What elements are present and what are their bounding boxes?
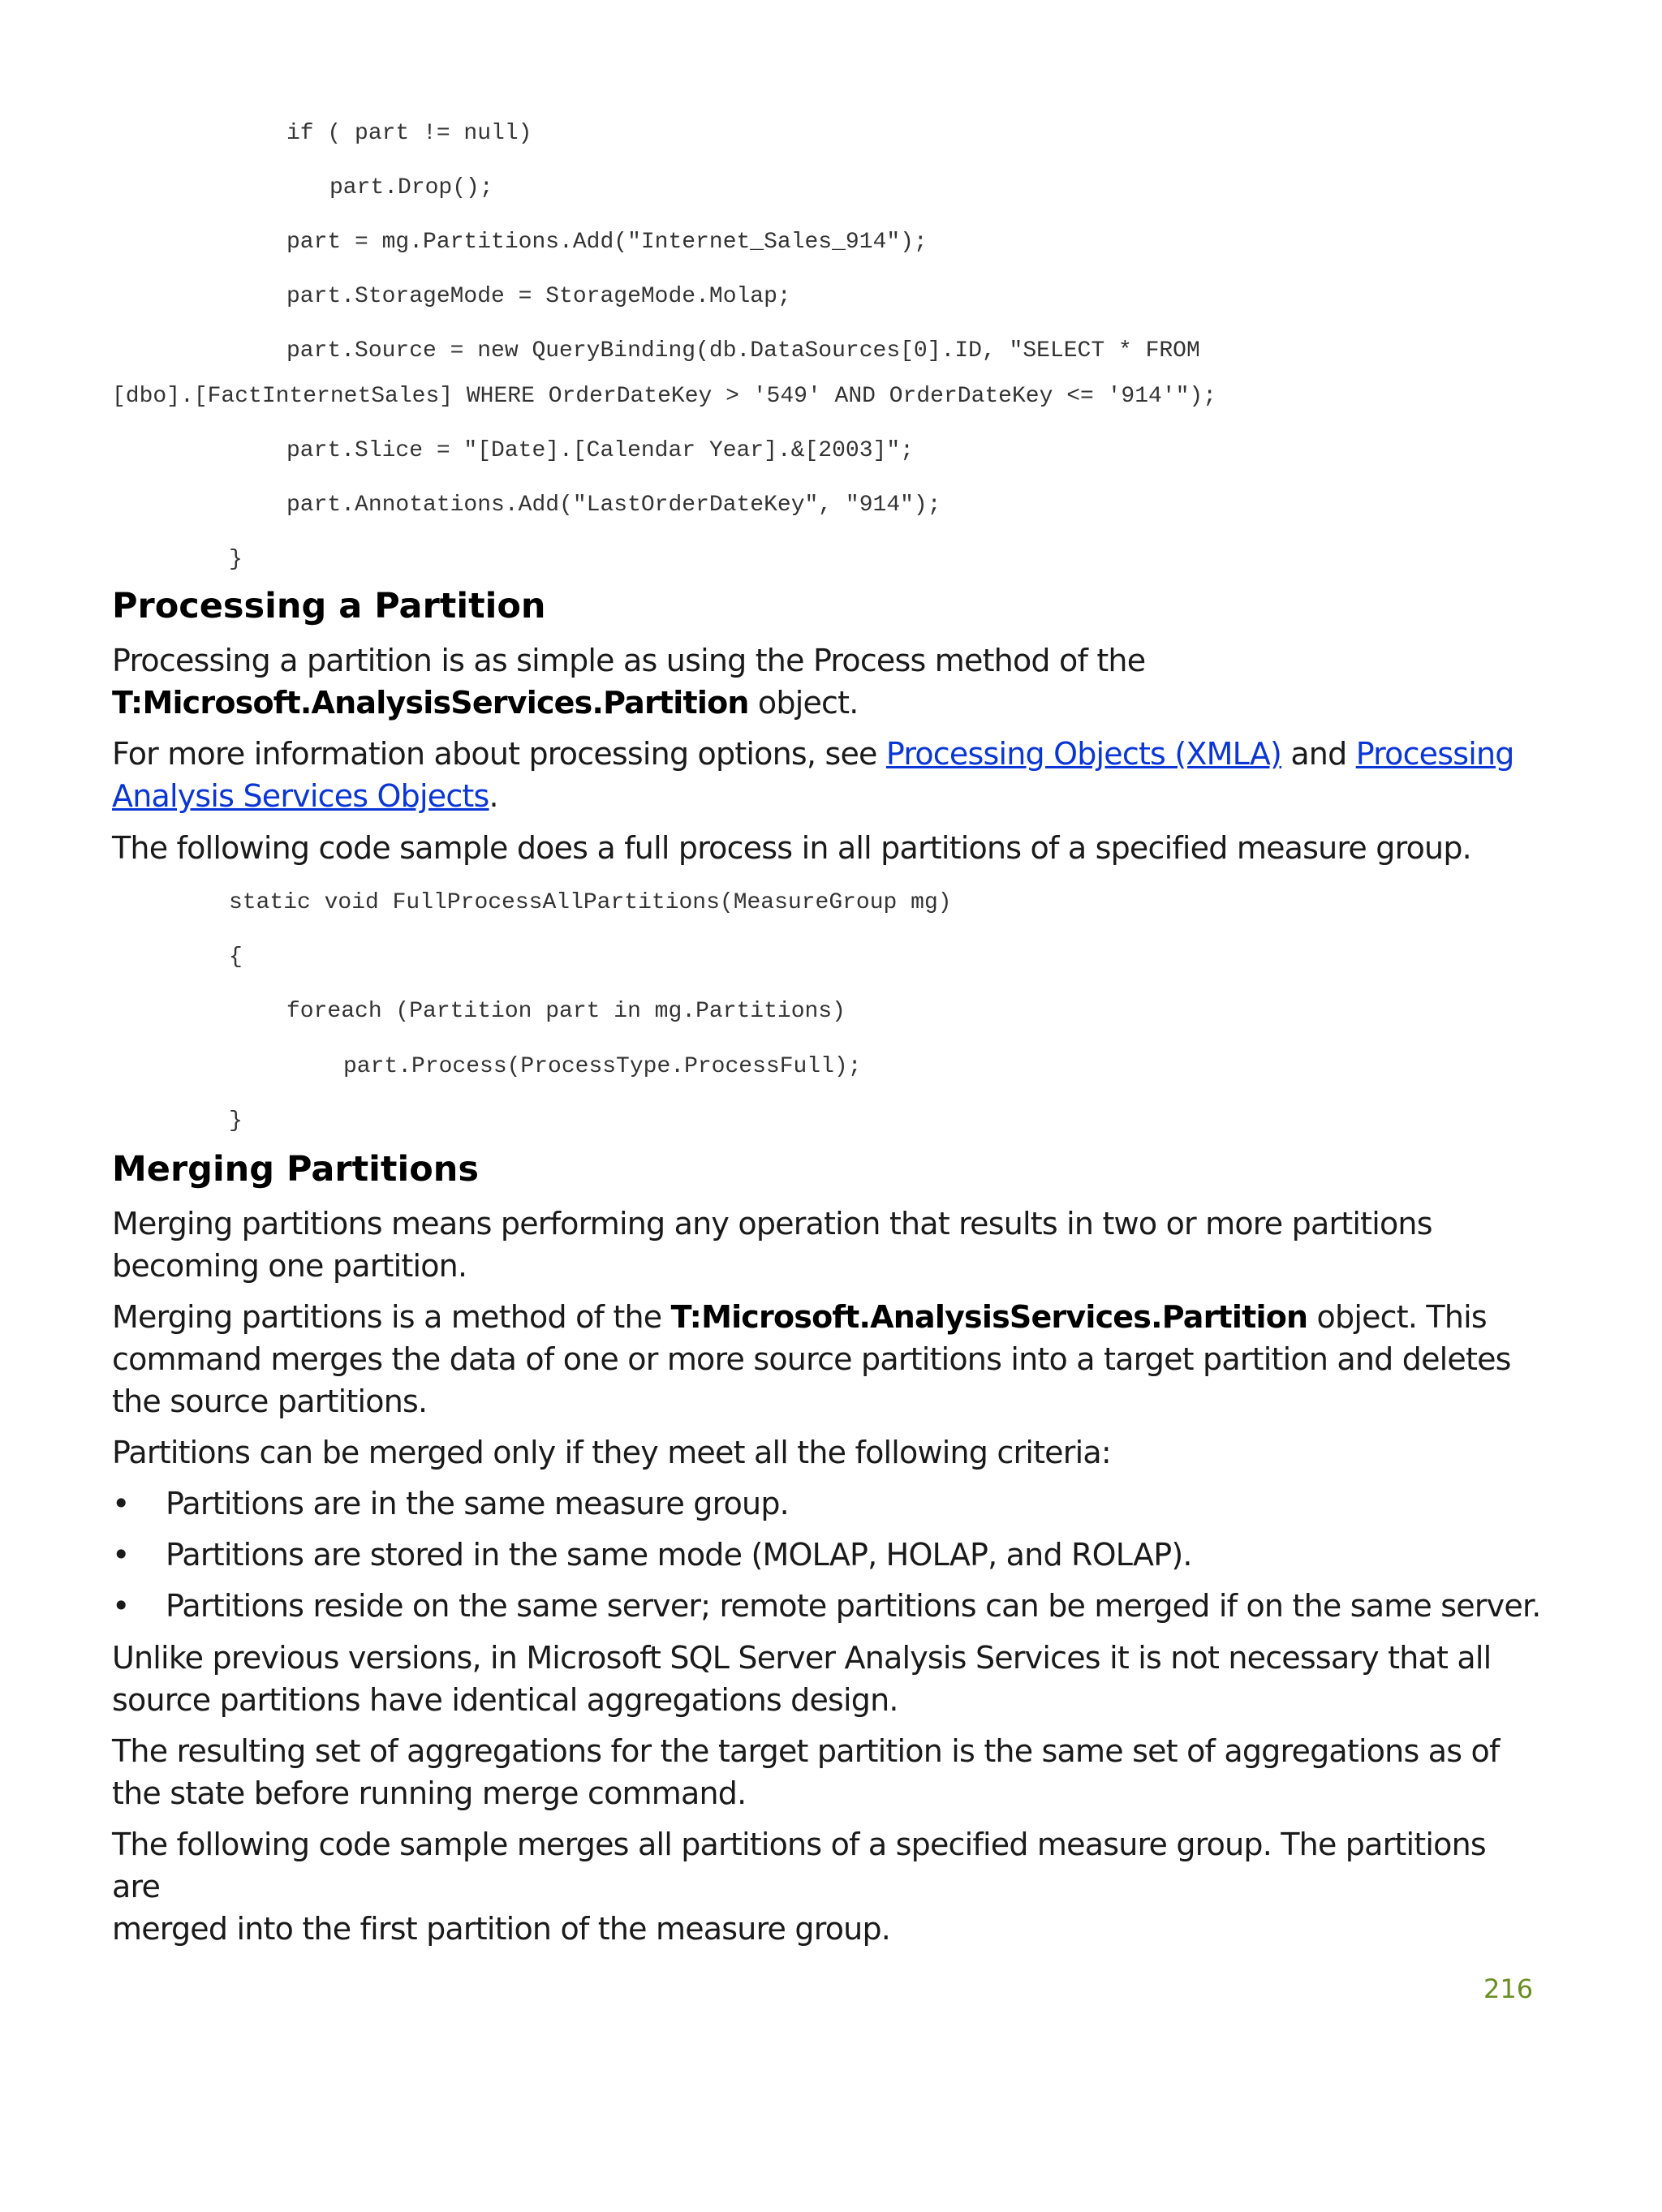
list-item-text: Partitions are in the same measure group. <box>166 1486 789 1521</box>
code-line: part.Slice = "[Date].[Calendar Year].&[2003]"; <box>286 438 914 463</box>
paragraph-text: the state before running merge command. <box>112 1775 747 1811</box>
paragraph <box>112 1296 1540 1422</box>
code-line: } <box>229 547 243 572</box>
paragraph-text: merged into the first partition of the measure group. <box>112 1911 891 1947</box>
code-line: foreach (Partition part in mg.Partitions) <box>286 999 846 1024</box>
link-processing-objects-xmla[interactable]: Processing Objects (XMLA) <box>885 736 1282 772</box>
paragraph-text: . <box>489 778 498 814</box>
bullet-icon: • <box>112 1486 130 1521</box>
bullet-icon: • <box>112 1537 130 1573</box>
paragraph-text: object. This <box>1307 1299 1487 1335</box>
paragraph <box>112 1203 1540 1287</box>
paragraph-text: Merging partitions means performing any operation that results in two or more partitions <box>112 1206 1432 1242</box>
code-line: } <box>229 1108 243 1134</box>
paragraph <box>112 1823 1540 1950</box>
code-line: if ( part != null) <box>286 121 532 146</box>
code-line: part.StorageMode = StorageMode.Molap; <box>286 284 791 309</box>
paragraph: The following code sample does a full process in all partitions of a specified measure group. <box>112 830 1471 866</box>
paragraph <box>112 1637 1540 1721</box>
bullet-icon: • <box>112 1588 130 1624</box>
paragraph-text: The resulting set of aggregations for the target partition is the same set of aggregations as of <box>112 1733 1500 1769</box>
code-line: [dbo].[FactInternetSales] WHERE OrderDateKey > '549' AND OrderDateKey <= '914'"); <box>112 384 1217 409</box>
code-line: static void FullProcessAllPartitions(MeasureGroup mg) <box>229 890 952 915</box>
paragraph <box>112 1730 1540 1814</box>
paragraph-text: object. <box>748 685 859 721</box>
paragraph-text: The following code sample merges all partitions of a specified measure group. The partitions are <box>112 1827 1486 1904</box>
code-line: part.Process(ProcessType.ProcessFull); <box>343 1054 862 1079</box>
list-item-text: Partitions reside on the same server; remote partitions can be merged if on the same server. <box>166 1588 1541 1624</box>
code-line: { <box>229 945 243 970</box>
paragraph: Partitions can be merged only if they meet all the following criteria: <box>112 1435 1111 1470</box>
paragraph-text: command merges the data of one or more source partitions into a target partition and deletes <box>112 1341 1511 1377</box>
paragraph <box>112 639 1540 724</box>
section-heading-merging: Merging Partitions <box>112 1149 479 1190</box>
link-processing-as-objects-1[interactable]: Processing <box>1355 736 1514 772</box>
section-heading-processing: Processing a Partition <box>112 586 546 626</box>
paragraph-text: Merging partitions is a method of the <box>112 1299 671 1335</box>
paragraph-text: and <box>1281 736 1356 772</box>
class-name: T:Microsoft.AnalysisServices.Partition <box>670 1299 1308 1335</box>
list-item-text: Partitions are stored in the same mode (MOLAP, HOLAP, and ROLAP). <box>166 1537 1192 1573</box>
paragraph-text: becoming one partition. <box>112 1248 467 1284</box>
class-name: T:Microsoft.AnalysisServices.Partition <box>112 685 749 721</box>
code-line: part.Annotations.Add("LastOrderDateKey", "914"); <box>286 493 941 518</box>
document-page <box>112 0 1540 2212</box>
link-processing-as-objects-2[interactable]: Analysis Services Objects <box>112 778 489 814</box>
code-line: part = mg.Partitions.Add("Internet_Sales_914"); <box>286 230 928 255</box>
code-line: part.Source = new QueryBinding(db.DataSources[0].ID, "SELECT * FROM <box>286 338 1200 364</box>
paragraph <box>112 733 1540 817</box>
paragraph-text: source partitions have identical aggregations design. <box>112 1682 898 1718</box>
paragraph-text: Unlike previous versions, in Microsoft SQL Server Analysis Services it is not necessary that all <box>112 1640 1492 1676</box>
page-number: 216 <box>1483 1973 1534 2004</box>
code-line: part.Drop(); <box>329 175 493 200</box>
paragraph-text: the source partitions. <box>112 1384 428 1419</box>
paragraph-text: For more information about processing options, see <box>112 736 886 772</box>
paragraph-text: Processing a partition is as simple as using the Process method of the <box>112 643 1146 678</box>
